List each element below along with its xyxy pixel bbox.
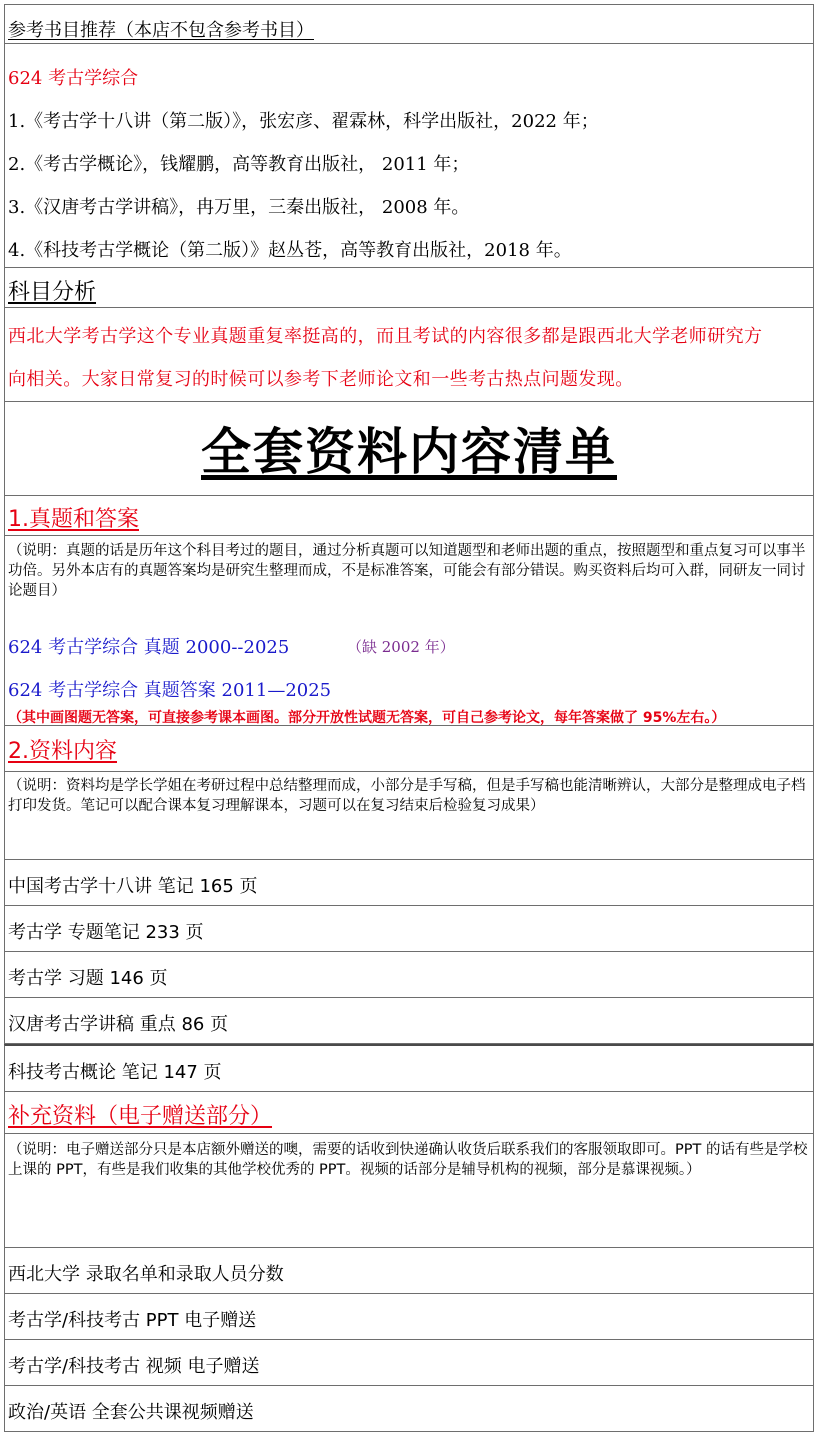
material-item-row bbox=[4, 906, 814, 952]
book-item: 3.《汉唐考古学讲稿》，冉万里，三秦出版社， 2008 年。 bbox=[8, 197, 470, 218]
analysis-text-row bbox=[4, 308, 814, 402]
analysis-line-1: 西北大学考古学这个专业真题重复率挺高的，而且考试的内容很多都是跟西北大学老师研究方 bbox=[8, 326, 763, 347]
section2-note: （说明：资料均是学长学姐在考研过程中总结整理而成，小部分是手写稿，但是手写稿也能清晰辨认，大部分是整理成电子档打印发货。笔记可以配合课本复习理解课本，习题可以在复习结束后检验复习成果） bbox=[8, 778, 806, 814]
material-item: 科技考古概论 笔记 147 页 bbox=[8, 1062, 222, 1083]
section1-body-row bbox=[4, 536, 814, 726]
references-heading: 参考书目推荐（本店不包含参考书目） bbox=[8, 20, 314, 41]
section1-note: （说明：真题的话是历年这个科目考过的题目，通过分析真题可以知道题型和老师出题的重点，按照题型和重点复习可以事半功倍。另外本店有的真题答案均是研究生整理而成，不是标准答案，可能会有部分错误。购买资料后均可入群，同研友一同讨论题目） bbox=[8, 543, 806, 599]
material-item: 考古学 习题 146 页 bbox=[8, 968, 168, 989]
missing-year-note: （缺 2002 年） bbox=[347, 638, 455, 656]
exam-papers-line: 624 考古学综合 真题 2000--2025 bbox=[8, 637, 290, 658]
section2-note-row bbox=[4, 772, 814, 860]
material-item-row bbox=[4, 998, 814, 1044]
book-item: 4.《科技考古学概论（第二版）》赵丛苍，高等教育出版社，2018 年。 bbox=[8, 240, 572, 261]
main-title: 全套资料内容清单 bbox=[201, 423, 617, 481]
material-item-row bbox=[4, 860, 814, 906]
references-heading-row bbox=[4, 4, 814, 44]
material-item-row bbox=[4, 952, 814, 998]
references-list-row bbox=[4, 44, 814, 268]
section3-note-row bbox=[4, 1134, 814, 1248]
bonus-item: 考古学/科技考古 PPT 电子赠送 bbox=[8, 1310, 257, 1331]
section3-heading-row bbox=[4, 1092, 814, 1134]
book-item: 2.《考古学概论》，钱耀鹏，高等教育出版社， 2011 年； bbox=[8, 154, 470, 175]
section3-heading: 补充资料（电子赠送部分） bbox=[8, 1104, 273, 1129]
section2-heading-row bbox=[4, 726, 814, 772]
material-item: 考古学 专题笔记 233 页 bbox=[8, 922, 204, 943]
bonus-item: 政治/英语 全套公共课视频赠送 bbox=[8, 1402, 254, 1423]
document-sheet bbox=[4, 4, 814, 1432]
bonus-item-row bbox=[4, 1248, 814, 1294]
analysis-heading: 科目分析 bbox=[8, 280, 97, 305]
exam-answers-line: 624 考古学综合 真题答案 2011—2025 bbox=[8, 680, 332, 701]
section2-heading: 2.资料内容 bbox=[8, 739, 117, 764]
answers-note: （其中画图题无答案，可直接参考课本画图。部分开放性试题无答案，可自己参考论文，每年答案做了 95%左右。） bbox=[8, 710, 726, 726]
section1-heading-row bbox=[4, 496, 814, 536]
section3-note: （说明：电子赠送部分只是本店额外赠送的噢，需要的话收到快递确认收货后联系我们的客服领取即可。PPT 的话有些是学校上课的 PPT，有些是我们收集的其他学校优秀的 PPT。视频的话部分是辅导机构的视频，部分是慕课视频。） bbox=[8, 1142, 808, 1178]
material-item: 中国考古学十八讲 笔记 165 页 bbox=[8, 876, 258, 897]
section1-heading: 1.真题和答案 bbox=[8, 507, 139, 532]
subject-code: 624 考古学综合 bbox=[8, 68, 139, 89]
book-item: 1.《考古学十八讲（第二版）》，张宏彦、翟霖林，科学出版社，2022 年； bbox=[8, 111, 599, 132]
analysis-line-2: 向相关。大家日常复习的时候可以参考下老师论文和一些考古热点问题发现。 bbox=[8, 369, 634, 390]
material-item: 汉唐考古学讲稿 重点 86 页 bbox=[8, 1014, 229, 1035]
bonus-item-row bbox=[4, 1294, 814, 1340]
bonus-item: 西北大学 录取名单和录取人员分数 bbox=[8, 1264, 284, 1285]
analysis-heading-row bbox=[4, 268, 814, 308]
bonus-item-row bbox=[4, 1340, 814, 1386]
bonus-item-row bbox=[4, 1386, 814, 1432]
bonus-item: 考古学/科技考古 视频 电子赠送 bbox=[8, 1356, 260, 1377]
main-title-row bbox=[4, 402, 814, 496]
material-item-row bbox=[4, 1044, 814, 1092]
